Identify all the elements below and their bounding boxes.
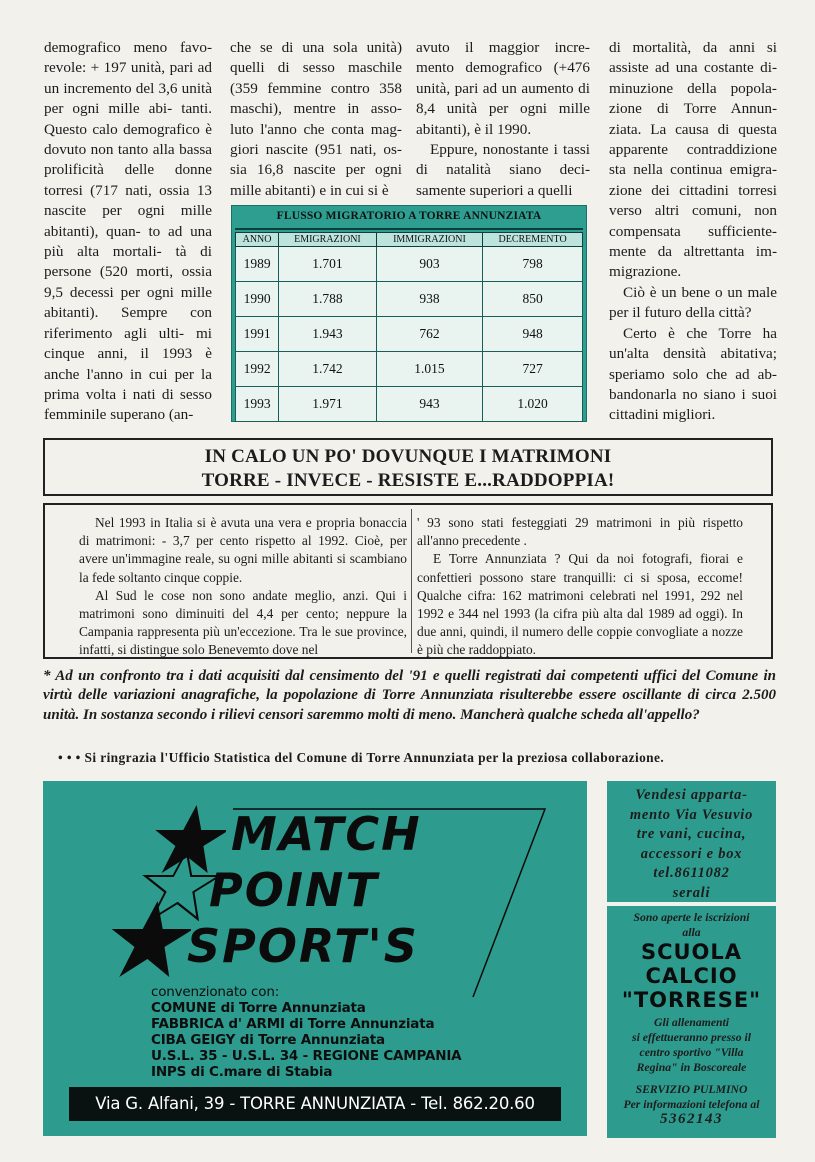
cell-immigrations: 762 xyxy=(376,317,482,352)
ad-affiliation-line: COMUNE di Torre Annunziata xyxy=(151,1000,366,1016)
marriages-column-right xyxy=(417,514,743,660)
table-row xyxy=(236,387,583,422)
article-column-2 xyxy=(230,38,402,201)
ad-affiliation-line: FABBRICA d' ARMI di Torre Annunziata xyxy=(151,1016,435,1032)
school-intro-line: Sono aperte le iscrizioni xyxy=(633,911,750,924)
col2-paragraph: che se di una sola unità) quelli di sesso maschile (359 femmine contro 358 maschi), mentre in asso- luto l'anno che conta mag- giori nascite (951 nati, os- sia 16,8 nascite per ogni mille abitanti) e in cui si è xyxy=(230,39,402,199)
migration-table-box xyxy=(231,205,587,422)
star-icon xyxy=(105,899,191,979)
apartment-sale-ad xyxy=(607,781,776,902)
brand-word-sports: SPORT'S xyxy=(187,919,419,973)
column-divider xyxy=(411,509,412,653)
cell-immigrations: 903 xyxy=(376,247,482,282)
school-intro-line: alla xyxy=(682,926,701,939)
table-row xyxy=(236,282,583,317)
table-row xyxy=(236,317,583,352)
sale-ad-line: tre vani, cucina, xyxy=(636,826,747,843)
cell-immigrations: 1.015 xyxy=(376,352,482,387)
table-header-row xyxy=(236,233,583,247)
match-point-ad xyxy=(43,781,587,1136)
marriages-headline xyxy=(43,438,773,496)
col3-paragraph-2: Eppure, nonostante i tassi di natalità siano deci- samente superiori a quelli xyxy=(416,141,590,199)
sale-ad-line: Vendesi apparta- xyxy=(635,787,748,803)
marriages-left-paragraph-2: Al Sud le cose non sono andate meglio, anzi. Qui i matrimoni sono diminuiti del 4,4 per cento; neppure la Campania rappresenta più un'eccezione. Tra le sue province, infatti, si distingue solo Benevemto dove nel xyxy=(79,587,407,658)
article-column-1 xyxy=(44,38,212,426)
cell-emigrations: 1.701 xyxy=(279,247,377,282)
sale-ad-line: accessori e box xyxy=(640,845,743,862)
header-anno: ANNO xyxy=(236,233,279,247)
cell-year: 1991 xyxy=(236,317,279,352)
cell-year: 1990 xyxy=(236,282,279,317)
brand-word-match: MATCH xyxy=(231,807,422,861)
header-decremento: DECREMENTO xyxy=(483,233,583,247)
col4-paragraph-1: di mortalità, da anni si assiste ad una costante di- minuzione della popola- zione di Torre Annun- ziata. La causa di questa apparente contraddizione sta nella continua emigra- zione dei cittadini torresi verso altri comuni, non compensata sufficiente- mente da altrettanta im- migrazione. xyxy=(609,39,777,281)
cell-decrease: 727 xyxy=(483,352,583,387)
cell-emigrations: 1.971 xyxy=(279,387,377,422)
cell-immigrations: 943 xyxy=(376,387,482,422)
article-column-3 xyxy=(416,38,590,201)
cell-year: 1993 xyxy=(236,387,279,422)
school-info-line: si effettueranno presso il xyxy=(632,1031,751,1044)
marriages-article xyxy=(43,503,773,659)
brand-word-point: POINT xyxy=(209,863,379,917)
cell-decrease: 850 xyxy=(483,282,583,317)
cell-immigrations: 938 xyxy=(376,282,482,317)
marriages-right-paragraph-2: E Torre Annunziata ? Qui da noi fotografi, fiorai e confettieri possono stare tranquilli: ci si sposa, eccome! Qualche cifra: 162 matrimoni celebrati nel 1991, 292 nel 1992 e 344 nel 1993 (la cifra più alta dal 1989 ad oggi). In due anni, quindi, il numero delle coppie convogliate a nozze è più che raddoppiato. xyxy=(417,551,743,658)
headline-line-1: IN CALO UN PO' DOVUNQUE I MATRIMONI xyxy=(204,446,612,467)
table-title-rule xyxy=(235,228,583,230)
ad-affiliation-line: CIBA GEIGY di Torre Annunziata xyxy=(151,1032,385,1048)
school-name-line: "TORRESE" xyxy=(621,988,762,1012)
cell-year: 1992 xyxy=(236,352,279,387)
cell-decrease: 948 xyxy=(483,317,583,352)
ad-affiliation-intro: convenzionato con: xyxy=(151,984,280,1000)
census-footnote: * Ad un confronto tra i dati acquisiti dal censimento del '91 e quelli registrati dai competenti uffici del Comune in virtù delle variazioni anagrafiche, la popolazione di Torre Annunziata risulterebbe essere oscillante di circa 2.500 unità. In sostanza secondo i rilievi censori saremmo molti di meno. Mancherà qualche scheda all'appello? xyxy=(43,668,776,723)
acknowledgement-line: • • • Si ringrazia l'Ufficio Statistica del Comune di Torre Annunziata per la preziosa collaborazione. xyxy=(58,750,665,765)
sale-ad-line: serali xyxy=(672,884,711,901)
school-contact-line: SERVIZIO PULMINO xyxy=(635,1083,748,1096)
school-info-line: Regina" in Boscoreale xyxy=(636,1061,747,1074)
cell-emigrations: 1.943 xyxy=(279,317,377,352)
school-info-line: centro sportivo "Villa xyxy=(639,1046,744,1059)
table-row xyxy=(236,247,583,282)
header-immigrazioni: IMMIGRAZIONI xyxy=(376,233,482,247)
school-name-line: CALCIO xyxy=(645,964,738,988)
school-name-line: SCUOLA xyxy=(640,940,743,964)
col4-paragraph-3: Certo è che Torre ha un'alta densità abitativa; speriamo solo che ad ab- bandonarla no siano i suoi cittadini migliori. xyxy=(609,324,778,424)
ad-affiliation-line: INPS di C.mare di Stabia xyxy=(151,1064,333,1080)
ad-address: Via G. Alfani, 39 - TORRE ANNUNZIATA - Tel. 862.20.60 xyxy=(95,1094,535,1113)
headline-line-2: TORRE - INVECE - RESISTE E...RADDOPPIA! xyxy=(201,470,615,491)
cell-decrease: 798 xyxy=(483,247,583,282)
table-row xyxy=(236,352,583,387)
article-column-4 xyxy=(609,38,777,426)
ad-affiliation-line: U.S.L. 35 - U.S.L. 34 - REGIONE CAMPANIA xyxy=(151,1048,462,1064)
sale-ad-line: mento Via Vesuvio xyxy=(629,806,754,823)
header-emigrazioni: EMIGRAZIONI xyxy=(279,233,377,247)
col1-paragraph: demografico meno favo- revole: + 197 unità, pari ad un incremento del 3,6 unità per ogni mille abi- tanti. Questo calo demografico è dovuto non tanto alla bassa prolificità delle donne torresi (717 nati, ossia 13 nascite per ogni mille abitanti), quan- to ad una più alta mortali- tà di persone (520 morti, ossia 9,5 decessi per ogni mille abitanti). Sempre con riferimento agli ulti- mi cinque anni, il 1993 è anche l'anno in cui per la prima volta i nati di sesso femminile superano (an- xyxy=(44,39,213,424)
cell-emigrations: 1.742 xyxy=(279,352,377,387)
school-phone: 5362143 xyxy=(660,1111,723,1127)
col4-paragraph-2: Ciò è un bene o un male per il futuro della città? xyxy=(609,283,777,322)
marriages-right-paragraph-1: ' 93 sono stati festeggiati 29 matrimoni in più rispetto all'anno precedente . xyxy=(417,515,743,549)
migration-table-title: FLUSSO MIGRATORIO A TORRE ANNUNZIATA xyxy=(276,210,542,222)
school-info-line: Gli allenamenti xyxy=(654,1016,729,1029)
sale-ad-phone: tel.8611082 xyxy=(653,865,730,882)
cell-year: 1989 xyxy=(236,247,279,282)
marriages-left-paragraph-1: Nel 1993 in Italia si è avuta una vera e propria bonaccia di matrimoni: - 3,7 per cento rispetto al 1992. Cioè, per avere un'immagine reale, su ogni mille abitanti si scambiano la fede soltanto cinque coppie. xyxy=(79,515,407,585)
cell-emigrations: 1.788 xyxy=(279,282,377,317)
col3-paragraph-1: avuto il maggior incre- mento demografico (+476 unità, pari ad un aumento di 8,4 unità per ogni mille abitanti), è il 1990. xyxy=(416,39,590,138)
migration-table xyxy=(235,232,583,422)
football-school-ad xyxy=(607,906,776,1138)
school-contact-line: Per informazioni telefona al xyxy=(623,1098,760,1111)
marriages-column-left xyxy=(79,514,407,660)
cell-decrease: 1.020 xyxy=(483,387,583,422)
ad-address-bar xyxy=(69,1087,561,1121)
